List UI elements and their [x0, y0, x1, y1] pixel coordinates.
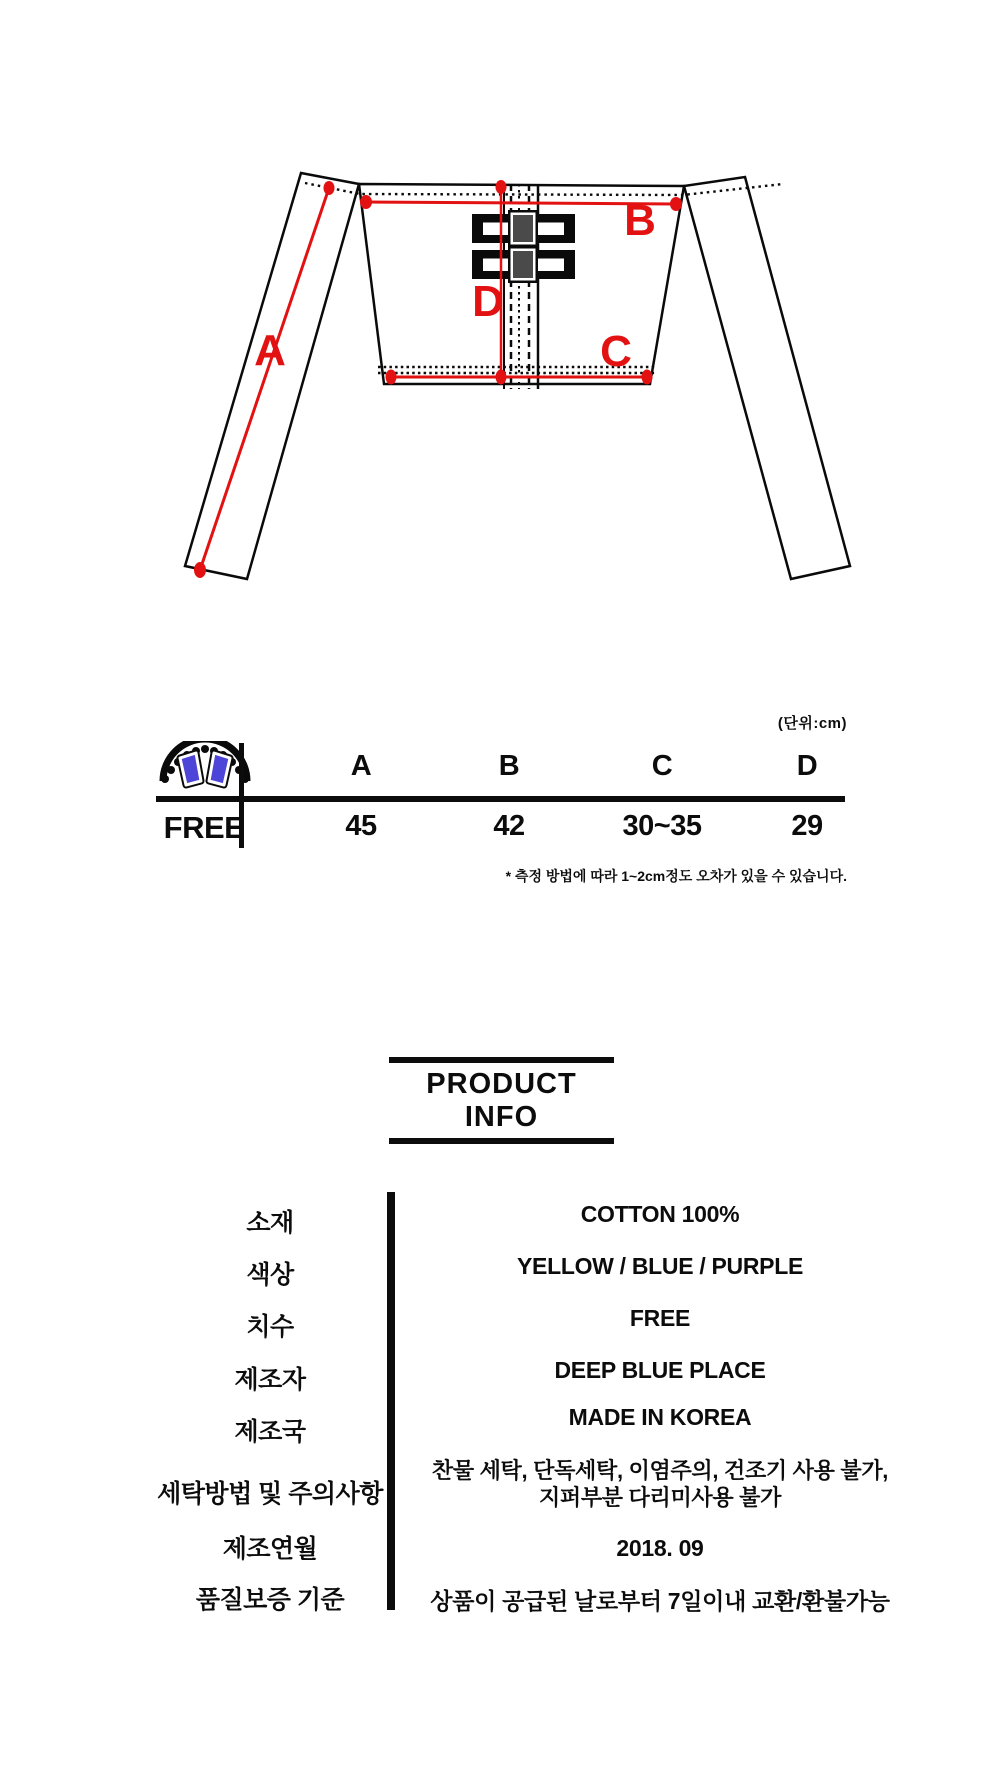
info-value-date: 2018. 09 — [616, 1535, 704, 1561]
info-value-color: YELLOW / BLUE / PURPLE — [516, 1253, 804, 1279]
size-col-b: B — [498, 750, 520, 782]
label-a: A — [254, 326, 286, 375]
zipper-pull-icon — [472, 210, 575, 247]
label-d: D — [472, 277, 504, 326]
info-value-care-line1: 찬물 세탁, 단독세탁, 이염주의, 건조기 사용 불가, — [431, 1458, 889, 1483]
info-label-warranty: 품질보증 기준 — [195, 1586, 345, 1614]
label-c: C — [600, 327, 632, 376]
size-col-d: D — [796, 750, 818, 782]
info-label-care: 세탁방법 및 주의사항 — [157, 1480, 383, 1508]
size-table-rule — [156, 796, 845, 802]
garment-diagram — [150, 140, 870, 600]
size-col-c: C — [651, 750, 673, 782]
info-value-material: COTTON 100% — [580, 1201, 740, 1227]
size-value-b: 42 — [493, 810, 525, 842]
size-value-a: 45 — [345, 810, 377, 842]
info-value-country: MADE IN KOREA — [568, 1404, 752, 1430]
size-table-note: * 측정 방법에 따라 1~2cm정도 오차가 있을 수 있습니다. — [505, 868, 847, 884]
left-sleeve-shape — [185, 173, 359, 579]
info-value-care-line2: 지퍼부분 다리미사용 불가 — [538, 1485, 782, 1510]
unit-label: (단위:cm) — [777, 715, 847, 732]
info-label-material: 소재 — [246, 1209, 294, 1237]
info-label-manufacturer: 제조자 — [234, 1366, 306, 1394]
info-label-color: 색상 — [246, 1261, 294, 1289]
info-value-warranty: 상품이 공급된 날로부터 7일이내 교환/환불가능 — [430, 1588, 890, 1614]
info-label-country: 제조국 — [234, 1418, 306, 1446]
label-b: B — [624, 196, 656, 245]
info-value-size: FREE — [629, 1305, 691, 1331]
info-label-size: 치수 — [246, 1313, 294, 1341]
right-sleeve-shape — [684, 177, 850, 579]
info-value-manufacturer: DEEP BLUE PLACE — [554, 1357, 766, 1383]
size-row-label: FREE — [163, 810, 245, 845]
info-label-date: 제조연월 — [222, 1535, 318, 1563]
size-value-c: 30~35 — [622, 810, 702, 842]
size-value-d: 29 — [791, 810, 823, 842]
size-col-a: A — [350, 750, 372, 782]
product-info-title: PRODUCT INFO — [389, 1057, 614, 1144]
